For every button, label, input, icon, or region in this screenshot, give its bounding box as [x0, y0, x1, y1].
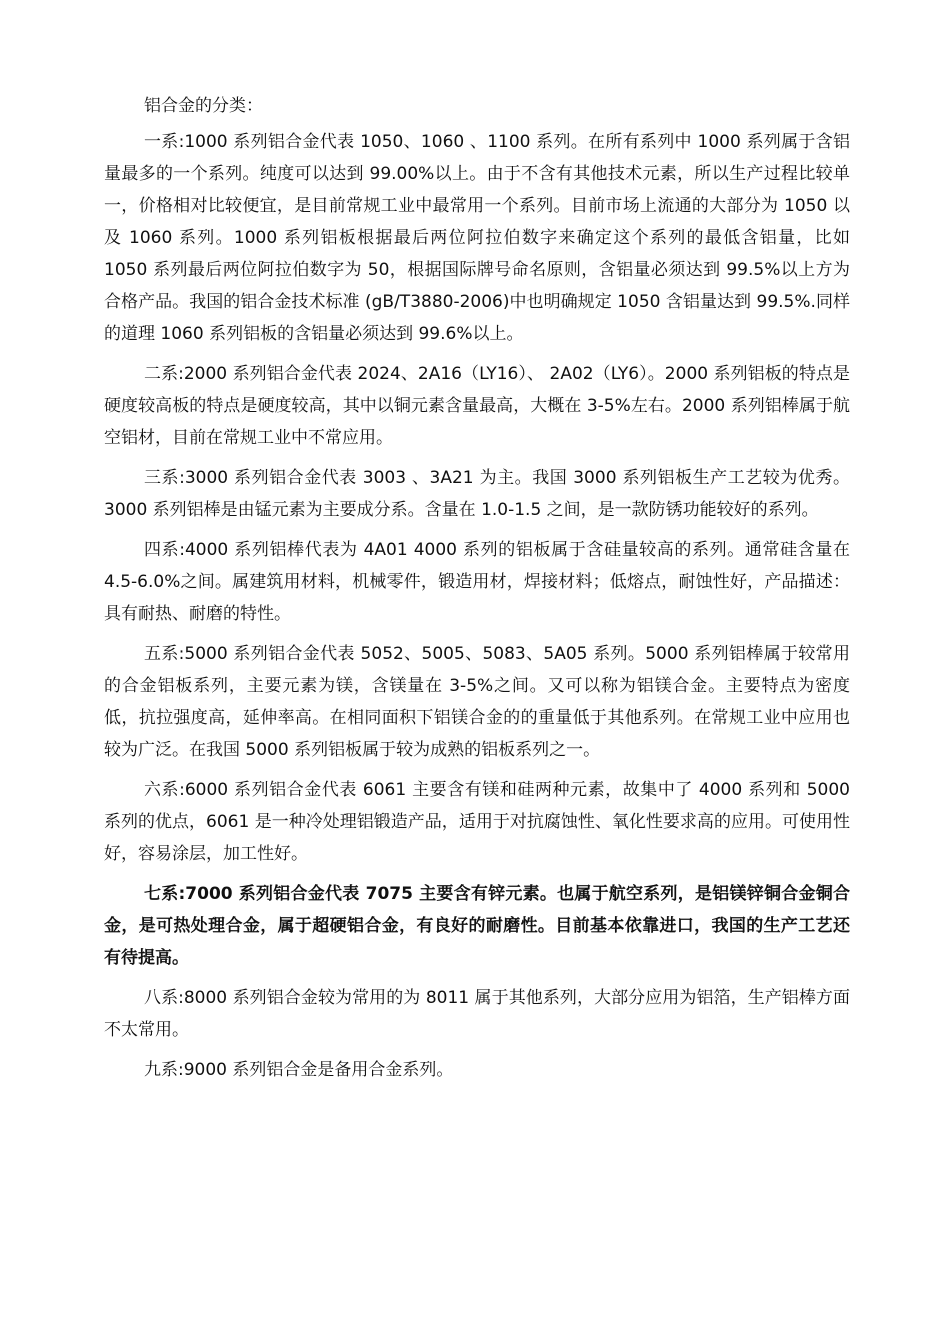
paragraph-series-7000: 七系:7000 系列铝合金代表 7075 主要含有锌元素。也属于航空系列，是铝镁锌铜合金铜合金，是可热处理合金，属于超硬铝合金，有良好的耐磨性。目前基本依靠进口，我国的生产工艺还有待提高。 — [104, 884, 850, 968]
paragraph-series-1000: 一系:1000 系列铝合金代表 1050、1060 、1100 系列。在所有系列中 1000 系列属于含铝量最多的一个系列。纯度可以达到 99.00%以上。由于不含有其他技术元素，所以生产过程比较单一，价格相对比较便宜，是目前常规工业中最常用一个系列。目前市场上流通的大部分为 1050 以及 1060 系列。1000 系列铝板根据最后两位阿拉伯数字来确定这个系列的最低含铝量，比如 1050 系列最后两位阿拉伯数字为 50，根据国际牌号命名原则，含铝量必须达到 99.5%以上方为合格产品。我国的铝合金技术标准 (gB/T3880-2006)中也明确规定 1050 含铝量达到 99.5%.同样的道理 1060 系列铝板的含铝量必须达到 99.6%以上。 — [104, 132, 850, 344]
paragraph-series-8000: 八系:8000 系列铝合金较为常用的为 8011 属于其他系列，大部分应用为铝箔，生产铝棒方面不太常用。 — [104, 988, 850, 1040]
paragraph-series-9000: 九系:9000 系列铝合金是备用合金系列。 — [144, 1060, 454, 1080]
paragraph-series-6000: 六系:6000 系列铝合金代表 6061 主要含有镁和硅两种元素，故集中了 4000 系列和 5000 系列的优点，6061 是一种冷处理铝锻造产品，适用于对抗腐蚀性、氧化性要求高的应用。可使用性好，容易涂层，加工性好。 — [104, 780, 850, 864]
paragraph-series-4000: 四系:4000 系列铝棒代表为 4A01 4000 系列的铝板属于含硅量较高的系列。通常硅含量在 4.5-6.0%之间。属建筑用材料，机械零件，锻造用材，焊接材料；低熔点，耐蚀性好，产品描述：具有耐热、耐磨的特性。 — [104, 540, 850, 624]
document-body — [104, 90, 850, 1094]
paragraph-series-5000: 五系:5000 系列铝合金代表 5052、5005、5083、5A05 系列。5000 系列铝棒属于较常用的合金铝板系列，主要元素为镁，含镁量在 3-5%之间。又可以称为铝镁合金。主要特点为密度低，抗拉强度高，延伸率高。在相同面积下铝镁合金的的重量低于其他系列。在常规工业中应用也较为广泛。在我国 5000 系列铝板属于较为成熟的铝板系列之一。 — [104, 644, 850, 760]
paragraph-series-3000: 三系:3000 系列铝合金代表 3003 、3A21 为主。我国 3000 系列铝板生产工艺较为优秀。3000 系列铝棒是由锰元素为主要成分系。含量在 1.0-1.5 之间，是一款防锈功能较好的系列。 — [104, 468, 850, 520]
document-heading: 铝合金的分类： — [144, 96, 263, 116]
paragraph-series-2000: 二系:2000 系列铝合金代表 2024、2A16（LY16）、 2A02（LY6）。2000 系列铝板的特点是硬度较高板的特点是硬度较高，其中以铜元素含量最高，大概在 3-5%左右。2000 系列铝棒属于航空铝材，目前在常规工业中不常应用。 — [104, 364, 850, 448]
